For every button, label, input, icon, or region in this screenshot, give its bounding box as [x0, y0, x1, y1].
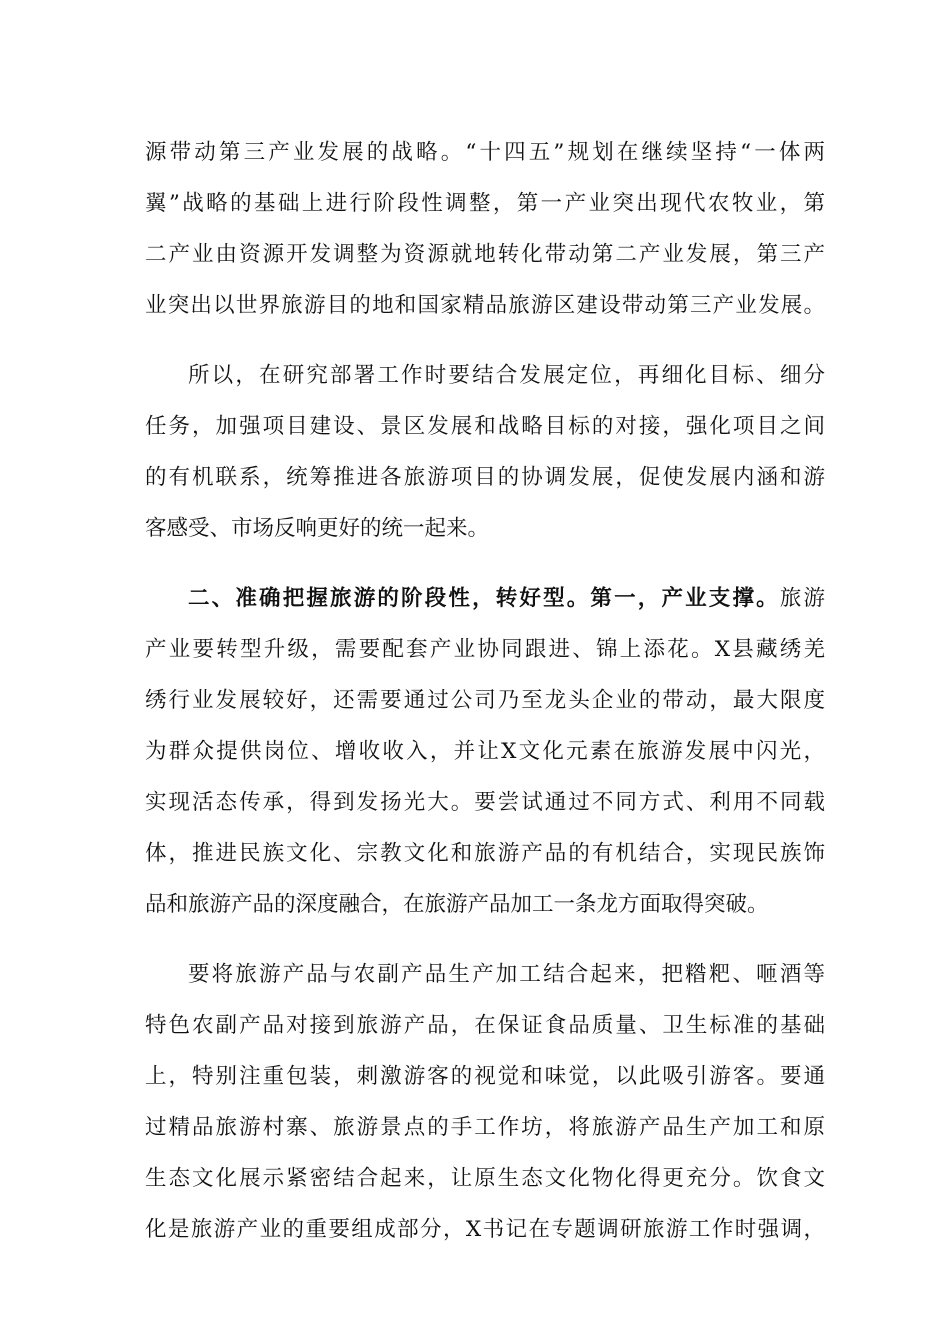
text-line: 化是旅游产业的重要组成部分，X书记在专题调研旅游工作时强调，	[145, 1217, 825, 1242]
text-line: 绣行业发展较好，还需要通过公司乃至龙头企业的带动，最大限度	[145, 688, 825, 713]
paragraph-1	[145, 127, 825, 331]
text-line: 二产业由资源开发调整为资源就地转化带动第二产业发展，第三产	[145, 242, 825, 267]
text-line: 特色农副产品对接到旅游产品，在保证食品质量、卫生标准的基础	[145, 1013, 825, 1038]
paragraph-2	[145, 350, 825, 554]
text-line: 客感受、市场反响更好的统一起来。	[145, 516, 490, 541]
text-line: 翼”战略的基础上进行阶段性调整，第一产业突出现代农牧业，第	[145, 191, 825, 216]
heading-continuation: 旅游	[779, 586, 825, 611]
text-line: 产业要转型升级，需要配套产业协同跟进、锦上添花。X县藏绣羌	[145, 637, 825, 662]
text-line: 任务，加强项目建设、景区发展和战略目标的对接，强化项目之间	[145, 414, 825, 439]
text-line: 过精品旅游村寨、旅游景点的手工作坊，将旅游产品生产加工和原	[145, 1115, 825, 1140]
text-line: 为群众提供岗位、增收收入，并让X文化元素在旅游发展中闪光，	[145, 739, 825, 764]
text-line: 源带动第三产业发展的战略。“十四五”规划在继续坚持“一体两	[145, 140, 825, 165]
paragraph-4	[145, 949, 825, 1255]
paragraph-3	[145, 573, 825, 930]
section-heading: 二、准确把握旅游的阶段性，转好型。第一，产业支撑。	[188, 586, 780, 611]
text-line: 的有机联系，统筹推进各旅游项目的协调发展，促使发展内涵和游	[145, 465, 825, 490]
text-line: 所以，在研究部署工作时要结合发展定位，再细化目标、细分	[188, 363, 825, 388]
text-line: 要将旅游产品与农副产品生产加工结合起来，把糌粑、咂酒等	[188, 962, 825, 987]
text-line: 实现活态传承，得到发扬光大。要尝试通过不同方式、利用不同载	[145, 790, 825, 815]
text-line: 体，推进民族文化、宗教文化和旅游产品的有机结合，实现民族饰	[145, 841, 825, 866]
text-line: 品和旅游产品的深度融合，在旅游产品加工一条龙方面取得突破。	[145, 892, 769, 917]
document-body	[145, 127, 825, 1255]
text-line: 业突出以世界旅游目的地和国家精品旅游区建设带动第三产业发展。	[145, 293, 825, 318]
text-line: 上，特别注重包装，刺激游客的视觉和味觉，以此吸引游客。要通	[145, 1064, 825, 1089]
text-line: 生态文化展示紧密结合起来，让原生态文化物化得更充分。饮食文	[145, 1166, 825, 1191]
text-line	[145, 573, 825, 624]
